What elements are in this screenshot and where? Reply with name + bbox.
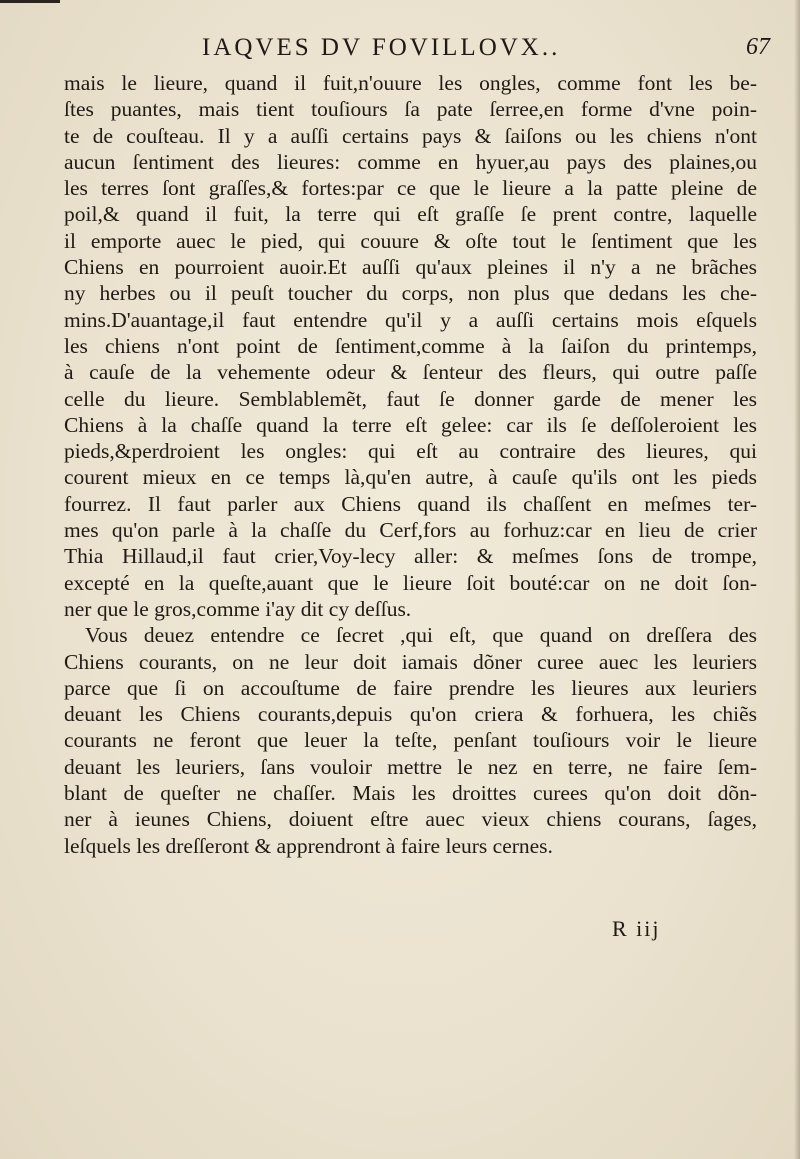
text-line: leſquels les dreſſeront & apprendront à faire leurs cernes.	[64, 833, 553, 858]
text-line: courent mieux en ce temps là,qu'en autre, à cauſe qu'ils ont les pieds	[64, 465, 757, 490]
text-line: blant de queſter ne chaſſer. Mais les droittes curees qu'on doit dõn-	[64, 781, 757, 806]
text-line: ny herbes ou il peuſt toucher du corps, non plus que dedans les che-	[64, 281, 757, 306]
text-line: courants ne feront que leuer la teſte, penſant touſiours voir le lieure	[64, 728, 757, 753]
text-line: te de couſteau. Il y a auſſi certains pays & ſaiſons ou les chiens n'ont	[64, 123, 757, 148]
page-edge-shadow	[794, 0, 800, 1159]
text-line: fourrez. Il faut parler aux Chiens quand ils chaſſent en meſmes ter-	[64, 491, 757, 516]
signature-mark: R iij	[612, 916, 661, 941]
text-line: Chiens à la chaſſe quand la terre eſt gelee: car ils ſe deſſoleroient les	[64, 412, 757, 437]
running-title: IAQVES DV FOVILLOVX..	[202, 34, 561, 61]
text-line: aucun ſentiment des lieures: comme en hyuer,au pays des plaines,ou	[64, 149, 757, 174]
text-line: à cauſe de la vehemente odeur & ſenteur des fleurs, qui outre paſſe	[64, 360, 757, 385]
text-line: les chiens n'ont point de ſentiment,comme à la ſaiſon du printemps,	[64, 333, 757, 358]
text-line: deuant les Chiens courants,depuis qu'on criera & forhuera, les chiẽs	[64, 702, 757, 727]
text-line: ſtes puantes, mais tient touſiours ſa pate ſerree,en forme d'vne poin-	[64, 97, 757, 122]
text-line: excepté en la queſte,auant que le lieure ſoit bouté:car on ne doit ſon-	[64, 570, 757, 595]
paragraph-start-line: Vous deuez entendre ce ſecret ,qui eſt, que quand on dreſſera des	[85, 623, 757, 648]
text-line: mais le lieure, quand il fuit,n'ouure les ongles, comme font les be-	[64, 71, 757, 95]
text-line: poil,& quand il fuit, la terre qui eſt graſſe ſe prent contre, laquelle	[64, 202, 757, 227]
text-line: ner que le gros,comme i'ay dit cy deſſus.	[64, 596, 412, 621]
text-line: pieds,&perdroient les ongles: qui eſt au contraire des lieures, qui	[64, 439, 757, 464]
text-line: les terres ſont graſſes,& fortes:par ce que le lieure a la patte pleine de	[64, 176, 757, 201]
text-line: ner à ieunes Chiens, doiuent eſtre auec vieux chiens courans, ſages,	[64, 807, 757, 832]
text-line: celle du lieure. Semblablemẽt, faut ſe donner garde de mener les	[64, 386, 757, 411]
text-line: Chiens en pourroient auoir.Et auſſi qu'aux pleines il n'y a ne brãches	[64, 255, 757, 280]
text-line: mes qu'on parle à la chaſſe du Cerf,fors au forhuz:car en lieu de crier	[64, 518, 757, 543]
text-line: Thia Hillaud,il faut crier,Voy-lecy aller: & meſmes ſons de trompe,	[64, 544, 757, 569]
page-number: 67	[746, 34, 770, 60]
running-head	[60, 34, 770, 70]
text-line: Chiens courants, on ne leur doit iamais dõner curee auec les leuriers	[64, 649, 757, 674]
top-rule	[0, 0, 60, 3]
text-line: parce que ſi on accouſtume de faire prendre les lieures aux leuriers	[64, 675, 757, 700]
text-line: mins.D'auantage,il faut entendre qu'il y a auſſi certains mois eſquels	[64, 307, 757, 332]
body-text	[64, 70, 757, 859]
text-line: deuant les leuriers, ſans vouloir mettre le nez en terre, ne faire ſem-	[64, 754, 757, 779]
text-line: il emporte auec le pied, qui couure & oſte tout le ſentiment que les	[64, 228, 757, 253]
